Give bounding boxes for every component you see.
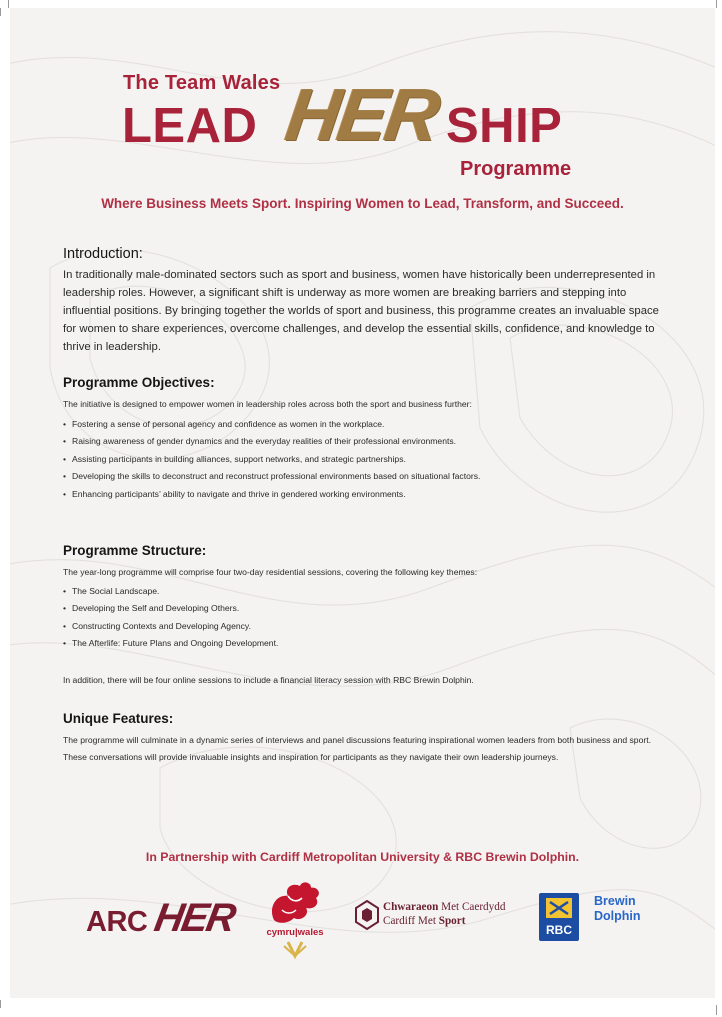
introduction-text: In traditionally male-dominated sectors such as sport and business, women have historically been underrepresented in leadership roles. However, a significant shift is underway as more women are breaking barriers and stepping into influential positions. By bringing together the worlds of sport and business, this programme creates an invaluable space for women to share experiences, overcome challenges, and develop the essential skills, confidence, and knowledge to thrive in leadership.: [63, 269, 659, 353]
list-item: • The Social Landscape.: [63, 583, 673, 600]
partnership-line: In Partnership with Cardiff Metropolitan University & RBC Brewin Dolphin.: [145, 850, 580, 864]
list-item: • Assisting participants in building alliances, support networks, and strategic partnerships.: [63, 451, 673, 468]
archer-her-text: HER: [151, 896, 238, 940]
list-item: • Fostering a sense of personal agency and confidence as women in the workplace.: [63, 416, 673, 433]
tagline: Where Business Meets Sport. Inspiring Women to Lead, Transform, and Succeed.: [101, 196, 624, 211]
list-item: • Developing the Self and Developing Others.: [63, 600, 673, 617]
title-team-wales: The Team Wales: [123, 72, 281, 94]
list-item: • Constructing Contexts and Developing Agency.: [63, 618, 673, 635]
crop-mark: [716, 0, 717, 8]
title-lead: LEAD: [122, 99, 258, 153]
cardiff-met-crest-icon: [355, 900, 379, 930]
chwaraeon-text: Chwaraeon: [383, 901, 439, 913]
cardiff-line-welsh: [383, 901, 505, 913]
title-block: [10, 8, 715, 208]
sport-text: Sport: [438, 915, 466, 927]
rbc-shield-icon: [538, 892, 582, 944]
structure-heading: Programme Structure:: [63, 543, 207, 558]
list-item: • Developing the skills to deconstruct and reconstruct professional environments based on situational factors.: [63, 468, 673, 485]
features-heading: Unique Features:: [63, 711, 174, 726]
features-text: The programme will culminate in a dynamic series of interviews and panel discussions featuring inspirational women leaders from both business and sport. These conversations will provide invaluable insights and inspiration for participants as they navigate their own leadership journeys.: [63, 735, 652, 763]
list-item: • Raising awareness of gender dynamics and the everyday realities of their professional environments.: [63, 433, 673, 450]
title-ship: SHIP: [446, 99, 563, 153]
cardiff-line-english: [383, 915, 465, 927]
crop-mark: [0, 1000, 1, 1008]
title-her-brush: HER: [281, 73, 444, 156]
cardiff-met-sport-logo: [355, 898, 525, 938]
crop-mark: [716, 1005, 717, 1015]
introduction-heading: Introduction:: [63, 246, 143, 262]
daffodil-icon: [258, 940, 332, 960]
flyer-page: [10, 8, 715, 998]
met-caerdydd-text: Met Caerdydd: [438, 901, 506, 913]
crop-mark: [0, 8, 1, 16]
structure-lead: The year-long programme will comprise four two-day residential sessions, covering the following key themes:: [63, 567, 478, 577]
structure-list: [63, 583, 673, 653]
title-programme: Programme: [460, 158, 572, 180]
crop-mark: [8, 0, 9, 8]
cymru-wales-label: cymru|wales: [266, 927, 324, 938]
list-item: • The Afterlife: Future Plans and Ongoing Development.: [63, 635, 673, 652]
objectives-list: [63, 416, 673, 503]
list-item: • Enhancing participants’ ability to navigate and thrive in gendered working environments.: [63, 486, 673, 503]
brewin-text: Brewin: [594, 894, 636, 908]
rbc-brewin-dolphin-logo: [538, 892, 678, 954]
rbc-text: RBC: [546, 923, 572, 937]
dolphin-text: Dolphin: [594, 909, 641, 923]
welsh-dragon-icon: [258, 880, 332, 926]
cymru-wales-logo: [258, 880, 332, 960]
archer-arc-text: ARC: [86, 906, 148, 938]
archer-logo: [86, 886, 236, 950]
structure-note: In addition, there will be four online sessions to include a financial literacy session with RBC Brewin Dolphin.: [63, 675, 474, 685]
objectives-heading: Programme Objectives:: [63, 375, 215, 390]
objectives-lead: The initiative is designed to empower women in leadership roles across both the sport and business further:: [63, 399, 472, 409]
brewin-dolphin-wordmark: [594, 894, 641, 924]
cardiff-met-text: Cardiff Met: [383, 915, 439, 927]
